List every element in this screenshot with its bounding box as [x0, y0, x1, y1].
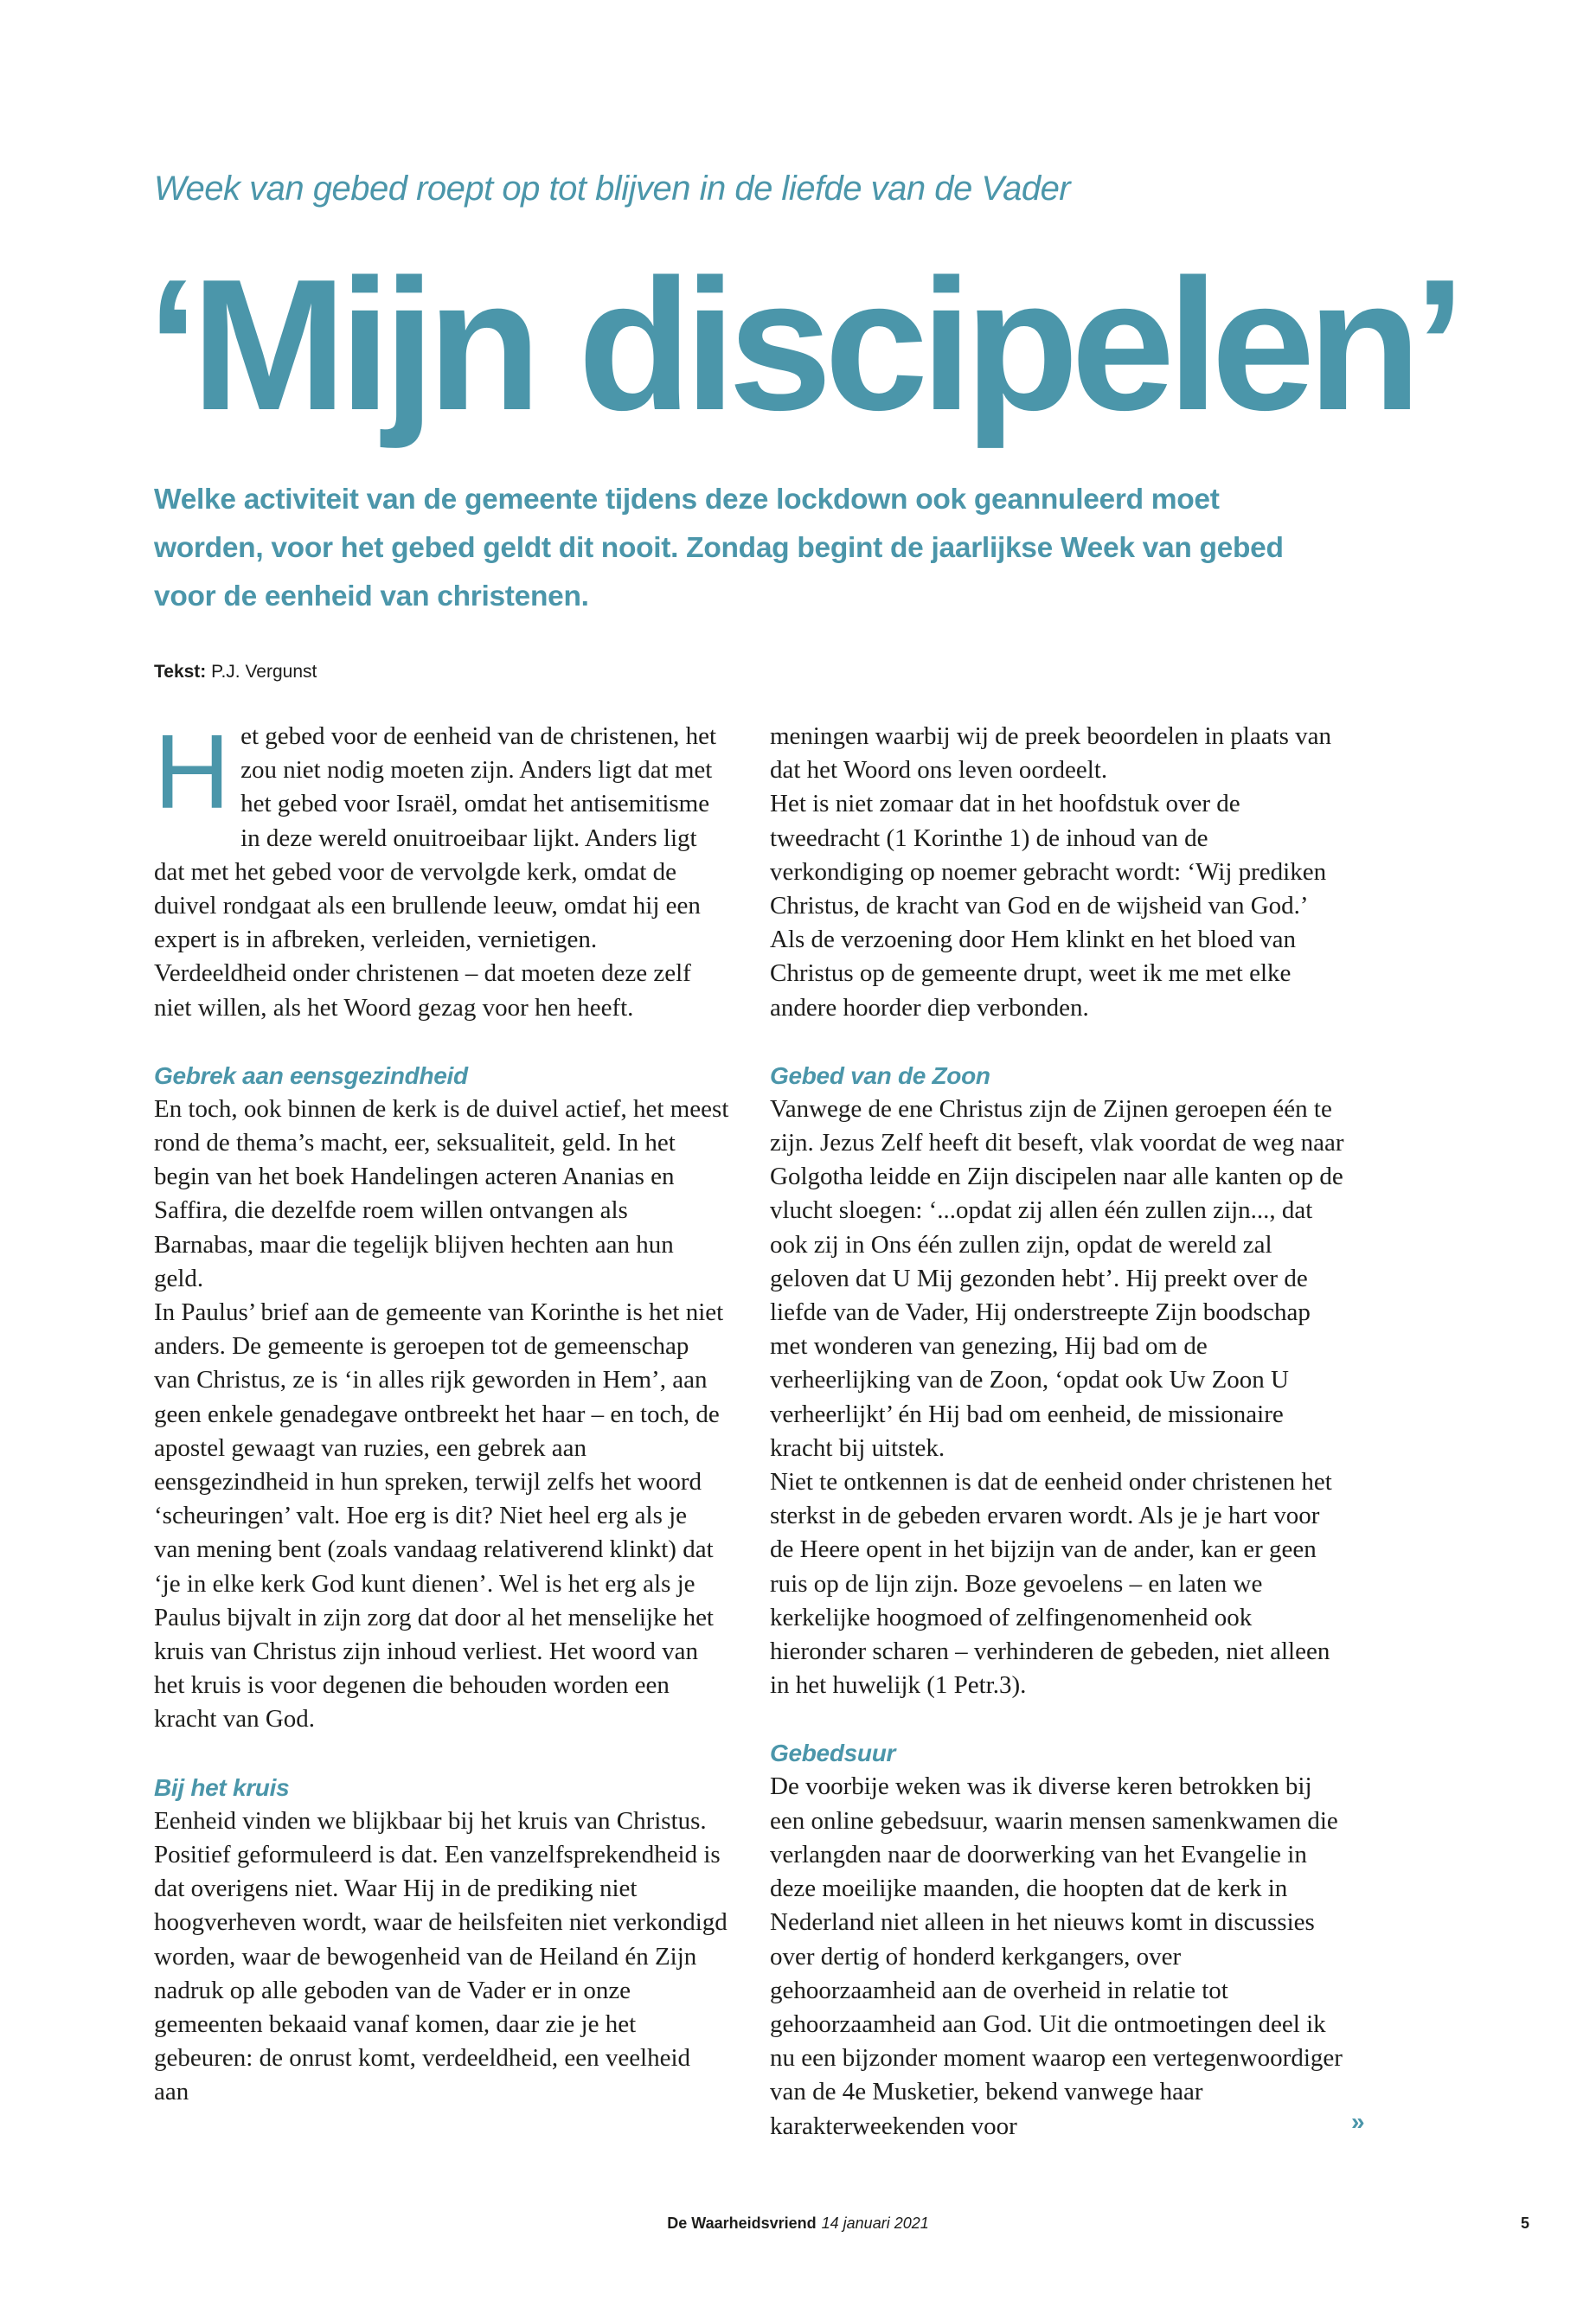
article-kicker: Week van gebed roept op tot blijven in de liefde van de Vader — [154, 170, 1071, 208]
publication-name: De Waarheidsvriend — [667, 2214, 817, 2232]
byline-label: Tekst: — [154, 662, 207, 682]
continue-arrow-icon: » — [1351, 2108, 1365, 2135]
article-headline: ‘Mijn discipelen’ — [147, 240, 1458, 449]
body-paragraph: De voorbije weken was ik diverse keren betrokken bij een online gebedsuur, waarin mensen samenkwamen die verlangden naar de doorwerking van het Evangelie in deze moeilijke maanden, die hoopten dat de kerk in Nederland niet alleen in het nieuws komt in discussies over dertig of honderd kerkgangers, over gehoorzaamheid aan de overheid in relatie tot gehoorzaamheid aan God. Uit die ontmoetingen deel ik nu een bijzonder moment waarop een vertegenwoordiger van de 4e Musketier, bekend vanwege haar karakterweekenden voor — [770, 1772, 1343, 2140]
body-paragraph: meningen waarbij wij de preek beoordelen in plaats van dat het Woord ons leven oordeelt. — [770, 722, 1332, 785]
subheading: Gebedsuur — [770, 1740, 896, 1767]
body-paragraph — [154, 713, 729, 1025]
subheading: Gebed van de Zoon — [770, 1061, 990, 1089]
paragraph-text: et gebed voor de eenheid van de christenen, het zou niet nodig moeten zijn. Anders ligt dat met het gebed voor Israël, omdat het antisemitisme in deze wereld onuitroeibaar lijkt. Anders ligt dat met het gebed voor de vervolgde kerk, omdat de duivel rondgaat als een brullende leeuw, omdat hij een expert is in afbreken, verleiden, vernietigen. Verdeeldheid onder christenen – dat moeten deze zelf niet willen, als het Woord gezag voor hen heeft. — [154, 722, 717, 1022]
article-intro: Welke activiteit van de gemeente tijdens deze lockdown ook geannuleerd moet worden, voor het gebed geldt dit nooit. Zondag begint de jaarlijkse Week van gebed voor de eenheid van christenen. — [154, 484, 1284, 612]
body-paragraph: Vanwege de ene Christus zijn de Zijnen geroepen één te zijn. Jezus Zelf heeft dit beseft, vlak voordat de weg naar Golgotha leidde en Zijn discipelen naar alle kanten op de vlucht sloegen: ‘...opdat zij allen één zullen zijn..., dat ook zij in Ons één zullen zijn, opdat de wereld zal geloven dat U Mij gezonden hebt’. Hij preekt over de liefde van de Vader, Hij onderstreepte Zijn boodschap met wonderen van genezing, Hij bad om de verheerlijking van de Zoon, ‘opdat ook Uw Zoon U verheerlijkt’ én Hij bad om eenheid, de missionaire kracht bij uitstek. — [770, 1094, 1344, 1462]
article-column-left — [154, 713, 729, 2110]
subheading: Bij het kruis — [154, 1773, 290, 1801]
issue-date: 14 januari 2021 — [821, 2214, 929, 2232]
body-paragraph: In Paulus’ brief aan de gemeente van Korinthe is het niet anders. De gemeente is geroepen tot de gemeenschap van Christus, ze is ‘in alles rijk geworden in Hem’, aan geen enkele genadegave ontbreekt het haar – en toch, de apostel gewaagt van ruzies, een gebrek aan eensgezindheid in hun spreken, terwijl zelfs het woord ‘scheuringen’ valt. Hoe erg is dit? Niet heel erg als je van mening bent (zoals vandaag relativerend klinkt) dat ‘je in elke kerk God kunt dienen’. Wel is het erg als je Paulus bijvalt in zijn zorg dat door al het menselijke het kruis van Christus zijn inhoud verliest. Het woord van het kruis is voor degenen die behouden worden een kracht van God. — [154, 1298, 724, 1734]
drop-cap: H — [154, 713, 231, 830]
byline — [154, 659, 317, 685]
subheading: Gebrek aan eensgezindheid — [154, 1061, 468, 1089]
body-paragraph: Het is niet zomaar dat in het hoofdstuk over de tweedracht (1 Korinthe 1) de inhoud van de verkondiging op noemer gebracht wordt: ‘Wij prediken Christus, de kracht van God en de wijsheid van God.’ Als de verzoening door Hem klinkt en het bloed van Christus op de gemeente drupt, weet ik me met elke andere hoorder diep verbonden. — [770, 790, 1327, 1022]
byline-author: P.J. Vergunst — [211, 662, 317, 682]
article-column-right — [770, 720, 1345, 2144]
body-paragraph: Niet te ontkennen is dat de eenheid onder christenen het sterkst in de gebeden ervaren wordt. Als je je hart voor de Heere opent in het bijzijn van de ander, kan er geen ruis op de lijn zijn. Boze gevoelens – en laten we kerkelijke hoogmoed of zelfingenomenheid ook hieronder scharen – verhinderen de gebeden, niet alleen in het huwelijk (1 Petr.3). — [770, 1468, 1332, 1700]
page-footer — [0, 2214, 1596, 2233]
body-paragraph: Eenheid vinden we blijkbaar bij het kruis van Christus. Positief geformuleerd is dat. Een vanzelfsprekendheid is dat overigens niet. Waar Hij in de prediking niet hoogverheven wordt, waar de heilsfeiten niet verkondigd worden, waar de bewogenheid van de Heiland én Zijn nadruk op alle geboden van de Vader er in onze gemeenten bekaaid vanaf komen, daar zie je het gebeuren: de onrust komt, verdeeldheid, een veelheid aan — [154, 1806, 727, 2106]
body-paragraph: En toch, ook binnen de kerk is de duivel actief, het meest rond de thema’s macht, eer, seksualiteit, geld. In het begin van het boek Handelingen acteren Ananias en Saffira, die dezelfde roem willen ontvangen als Barnabas, maar die tegelijk blijven hechten aan hun geld. — [154, 1094, 729, 1292]
page-number: 5 — [1521, 2214, 1530, 2232]
